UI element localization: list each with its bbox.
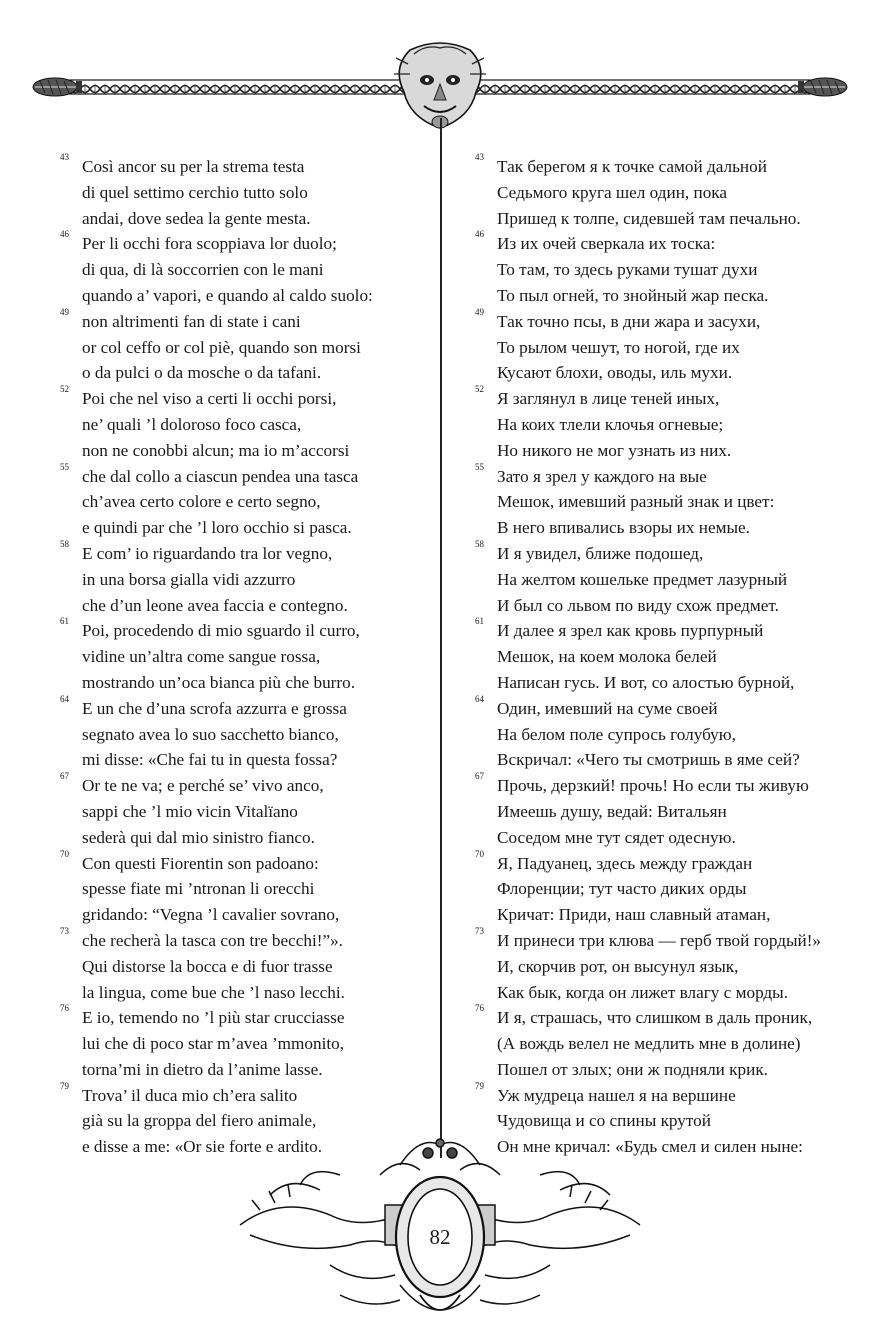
russian-tercet	[475, 154, 855, 231]
italian-verse-number: 73	[60, 925, 69, 936]
russian-verse-line	[475, 306, 855, 335]
italian-verse-line	[60, 848, 430, 877]
italian-verse-line	[60, 257, 430, 283]
italian-tercet	[60, 386, 430, 463]
russian-verse-line	[475, 412, 855, 438]
russian-verse-line	[475, 360, 855, 386]
italian-verse-text: che d’un leone avea faccia e contegno.	[82, 595, 348, 615]
russian-tercet	[475, 693, 855, 773]
italian-verse-text: E io, temendo no ’l più star crucciasse	[82, 1008, 345, 1028]
russian-verse-text: Написан гусь. И вот, со алостью бурной,	[497, 672, 795, 692]
russian-verse-text: На белом поле супрось голубую,	[497, 724, 736, 744]
italian-verse-line	[60, 980, 430, 1006]
italian-tercet	[60, 848, 430, 928]
italian-verse-text: mostrando un’oca bianca più che burro.	[82, 672, 355, 692]
russian-verse-text: Кусают блохи, оводы, иль мухи.	[497, 363, 733, 383]
italian-tercet	[60, 538, 430, 618]
italian-verse-line	[60, 693, 430, 722]
italian-verse-text: vidine un’altra come sangue rossa,	[82, 647, 321, 667]
italian-verse-text: torna’mi in dietro da l’anime lasse.	[82, 1059, 323, 1079]
russian-verse-line	[475, 902, 855, 928]
italian-tercet	[60, 154, 430, 231]
italian-verse-text: che recherà la tasca con tre becchi!”».	[82, 930, 343, 950]
italian-verse-number: 58	[60, 538, 69, 549]
russian-tercet	[475, 386, 855, 463]
italian-verse-text: or col ceffo or col piè, quando son morsi	[82, 337, 361, 357]
italian-verse-text: segnato avea lo suo sacchetto bianco,	[82, 724, 339, 744]
italian-verse-line	[60, 154, 430, 180]
russian-verse-text: Он мне кричал: «Будь смел и силен ныне:	[497, 1137, 803, 1157]
russian-verse-line	[475, 283, 855, 309]
italian-verse-text: non ne conobbi alcun; ma io m’accorsi	[82, 440, 350, 460]
russian-verse-text: Чудовища и со спины крутой	[497, 1111, 711, 1131]
russian-verse-line	[475, 538, 855, 567]
italian-verse-text: E com’ io riguardando tra lor vegno,	[82, 543, 333, 563]
italian-verse-number: 52	[60, 384, 69, 395]
russian-verse-number: 70	[475, 848, 484, 859]
russian-verse-number: 76	[475, 1003, 484, 1014]
russian-verse-line	[475, 257, 855, 283]
italian-verse-line	[60, 722, 430, 748]
italian-verse-text: Per li occhi fora scoppiava lor duolo;	[82, 234, 337, 254]
russian-verse-line	[475, 925, 855, 954]
italian-tercet	[60, 693, 430, 773]
russian-tercet	[475, 618, 855, 695]
italian-verse-line	[60, 231, 430, 257]
russian-verse-text: Из их очей сверкала их тоска:	[497, 234, 716, 254]
russian-tercet	[475, 848, 855, 928]
italian-verse-text: andai, dove sedea la gente mesta.	[82, 208, 311, 228]
russian-verse-text: Так точно псы, в дни жара и засухи,	[497, 311, 761, 331]
italian-verse-number: 61	[60, 616, 69, 627]
italian-verse-line	[60, 306, 430, 335]
russian-verse-line	[475, 489, 855, 515]
italian-verse-line	[60, 1108, 430, 1134]
italian-verse-line	[60, 515, 430, 541]
russian-verse-text: Пошел от злых; они ж подняли крик.	[497, 1059, 768, 1079]
russian-verse-text: Зато я зрел у каждого на вые	[497, 466, 707, 486]
italian-text-column	[60, 154, 430, 1160]
italian-verse-text: di quel settimo cerchio tutto solo	[82, 182, 308, 202]
russian-verse-line	[475, 206, 855, 232]
russian-verse-text: Я, Падуанец, здесь между граждан	[497, 853, 753, 873]
russian-verse-line	[475, 1031, 855, 1057]
russian-tercet	[475, 1005, 855, 1082]
russian-tercet	[475, 538, 855, 618]
italian-verse-line	[60, 1005, 430, 1031]
italian-verse-number: 76	[60, 1003, 69, 1014]
italian-verse-line	[60, 670, 430, 696]
italian-verse-text: Poi, procedendo di mio sguardo il curro,	[82, 621, 360, 641]
russian-verse-text: Мешок, на коем молока белей	[497, 647, 717, 667]
russian-verse-text: То пыл огней, то знойный жар песка.	[497, 285, 769, 305]
italian-verse-line	[60, 538, 430, 567]
russian-verse-text: Уж мудреца нашел я на вершине	[497, 1085, 736, 1105]
italian-tercet	[60, 231, 430, 308]
russian-verse-number: 43	[475, 152, 484, 162]
italian-tercet	[60, 306, 430, 386]
russian-tercet	[475, 773, 855, 850]
russian-verse-text: Кричат: Приди, наш славный атаман,	[497, 905, 771, 925]
italian-verse-line	[60, 360, 430, 386]
russian-verse-line	[475, 1057, 855, 1083]
italian-verse-text: gridando: “Vegna ’l cavalier sovrano,	[82, 905, 340, 925]
italian-verse-text: Or te ne va; e perché se’ vivo anco,	[82, 776, 324, 796]
italian-verse-line	[60, 283, 430, 309]
italian-verse-line	[60, 618, 430, 644]
russian-verse-number: 67	[475, 771, 484, 782]
italian-verse-text: ne’ quali ’l doloroso foco casca,	[82, 414, 302, 434]
russian-verse-number: 49	[475, 306, 484, 317]
russian-verse-line	[475, 180, 855, 206]
italian-verse-text: non altrimenti fan di state i cani	[82, 311, 301, 331]
italian-tercet	[60, 1005, 430, 1082]
russian-verse-text: На желтом кошельке предмет лазурный	[497, 569, 788, 589]
russian-verse-text: Я заглянул в лице теней иных,	[497, 389, 720, 409]
russian-verse-text: Мешок, имевший разный знак и цвет:	[497, 492, 775, 512]
column-divider	[440, 118, 442, 1158]
russian-verse-text: Так берегом я к точке самой дальной	[497, 157, 767, 176]
italian-verse-line	[60, 335, 430, 361]
russian-verse-line	[475, 670, 855, 696]
russian-verse-number: 46	[475, 229, 484, 240]
italian-tercet	[60, 925, 430, 1005]
russian-verse-line	[475, 722, 855, 748]
italian-verse-text: E un che d’una scrofa azzurra e grossa	[82, 698, 347, 718]
russian-verse-text: То там, то здесь руками тушат духи	[497, 260, 758, 280]
italian-verse-line	[60, 799, 430, 825]
russian-verse-text: И, скорчив рот, он высунул язык,	[497, 956, 739, 976]
russian-verse-text: Соседом мне тут сядет одесную.	[497, 827, 736, 847]
russian-tercet	[475, 461, 855, 541]
russian-verse-line	[475, 1080, 855, 1109]
russian-verse-text: Седьмого круга шел один, пока	[497, 182, 728, 202]
italian-verse-line	[60, 206, 430, 232]
italian-verse-text: Poi che nel viso a certi li occhi porsi,	[82, 389, 337, 409]
russian-tercet	[475, 231, 855, 308]
russian-verse-text: То рылом чешут, то ногой, где их	[497, 337, 740, 357]
italian-verse-line	[60, 773, 430, 799]
italian-verse-text: e quindi par che ’l loro occhio si pasca.	[82, 518, 352, 538]
italian-verse-text: Così ancor su per la strema testa	[82, 157, 305, 176]
italian-verse-text: in una borsa gialla vidi azzurro	[82, 569, 296, 589]
russian-tercet	[475, 306, 855, 386]
italian-verse-line	[60, 1031, 430, 1057]
italian-verse-line	[60, 902, 430, 928]
italian-verse-text: la lingua, come bue che ’l naso lecchi.	[82, 982, 345, 1002]
italian-verse-number: 64	[60, 693, 69, 704]
russian-verse-text: Но никого не мог узнать из них.	[497, 440, 732, 460]
italian-verse-line	[60, 954, 430, 980]
italian-verse-text: ch’avea certo colore e certo segno,	[82, 492, 321, 512]
russian-verse-text: Пришед к толпе, сидевшей там печально.	[497, 208, 801, 228]
italian-verse-number: 46	[60, 229, 69, 240]
italian-verse-line	[60, 593, 430, 619]
italian-verse-text: di qua, di là soccorrien con le mani	[82, 260, 324, 280]
russian-verse-line	[475, 593, 855, 619]
italian-verse-text: sappi che ’l mio vicin Vitalïano	[82, 801, 298, 821]
russian-verse-text: Флоренции; тут часто диких орды	[497, 879, 747, 899]
italian-verse-line	[60, 747, 430, 773]
russian-verse-line	[475, 154, 855, 180]
italian-verse-text: lui che di poco star m’avea ’mmonito,	[82, 1034, 345, 1054]
russian-text-column	[475, 154, 855, 1160]
russian-verse-line	[475, 1005, 855, 1031]
russian-verse-number: 61	[475, 616, 484, 627]
italian-verse-number: 55	[60, 461, 69, 472]
italian-verse-number: 49	[60, 306, 69, 317]
italian-verse-line	[60, 1057, 430, 1083]
italian-verse-text: Trova’ il duca mio ch’era salito	[82, 1085, 298, 1105]
russian-verse-line	[475, 848, 855, 877]
russian-verse-line	[475, 825, 855, 851]
page-number: 82	[429, 1225, 451, 1249]
lion-mask-icon	[394, 43, 486, 128]
russian-verse-text: И я, страшась, что слишком в даль проник,	[497, 1008, 813, 1028]
russian-verse-line	[475, 773, 855, 799]
italian-verse-line	[60, 925, 430, 954]
russian-verse-line	[475, 515, 855, 541]
italian-tercet	[60, 773, 430, 850]
russian-verse-text: Прочь, дерзкий! прочь! Но если ты живую	[497, 776, 809, 796]
russian-verse-text: Как бык, когда он лижет влагу с морды.	[497, 982, 789, 1002]
italian-verse-line	[60, 489, 430, 515]
russian-verse-text: И я увидел, ближе подошед,	[497, 543, 704, 563]
italian-verse-line	[60, 825, 430, 851]
russian-verse-line	[475, 461, 855, 490]
russian-verse-line	[475, 231, 855, 257]
russian-verse-line	[475, 1108, 855, 1134]
russian-verse-text: Вскричал: «Чего ты смотришь в яме сей?	[497, 750, 800, 770]
russian-verse-line	[475, 618, 855, 644]
italian-verse-line	[60, 1080, 430, 1109]
italian-verse-number: 43	[60, 152, 69, 162]
italian-verse-line	[60, 461, 430, 490]
russian-verse-text: В него впивались взоры их немые.	[497, 518, 750, 538]
italian-verse-text: o da pulci o da mosche o da tafani.	[82, 363, 322, 383]
italian-verse-line	[60, 644, 430, 670]
russian-verse-line	[475, 747, 855, 773]
italian-verse-text: quando a’ vapori, e quando al caldo suolo:	[82, 285, 373, 305]
russian-verse-number: 73	[475, 925, 484, 936]
russian-verse-line	[475, 335, 855, 361]
russian-verse-line	[475, 567, 855, 593]
russian-verse-number: 79	[475, 1080, 484, 1091]
russian-verse-line	[475, 799, 855, 825]
italian-tercet	[60, 461, 430, 541]
italian-verse-line	[60, 412, 430, 438]
russian-verse-text: И далее я зрел как кровь пурпурный	[497, 621, 764, 641]
italian-verse-line	[60, 567, 430, 593]
italian-verse-line	[60, 180, 430, 206]
italian-verse-text: sederà qui dal mio sinistro fianco.	[82, 827, 315, 847]
italian-verse-text: già su la groppa del fiero animale,	[82, 1111, 317, 1131]
russian-tercet	[475, 925, 855, 1005]
italian-verse-number: 67	[60, 771, 69, 782]
italian-verse-line	[60, 876, 430, 902]
italian-verse-number: 79	[60, 1080, 69, 1091]
russian-verse-text: (А вождь велел не медлить мне в долине)	[497, 1034, 801, 1054]
russian-verse-line	[475, 438, 855, 464]
italian-verse-text: mi disse: «Che fai tu in questa fossa?	[82, 750, 338, 770]
russian-verse-line	[475, 693, 855, 722]
italian-verse-line	[60, 438, 430, 464]
italian-verse-text: spesse fiate mi ’ntronan li orecchi	[82, 879, 315, 899]
russian-verse-number: 55	[475, 461, 484, 472]
italian-verse-text: e disse a me: «Or sie forte e ardito.	[82, 1137, 323, 1157]
russian-verse-text: На коих тлели клочья огневые;	[497, 414, 724, 434]
russian-verse-line	[475, 980, 855, 1006]
italian-verse-text: Con questi Fiorentin son padoano:	[82, 853, 319, 873]
italian-verse-line	[60, 386, 430, 412]
italian-verse-text: che dal collo a ciascun pendea una tasca	[82, 466, 359, 486]
russian-verse-number: 52	[475, 384, 484, 395]
italian-verse-text: Qui distorse la bocca e di fuor trasse	[82, 956, 333, 976]
russian-verse-line	[475, 386, 855, 412]
russian-verse-text: И был со львом по виду схож предмет.	[497, 595, 779, 615]
russian-verse-text: Один, имевший на суме своей	[497, 698, 718, 718]
russian-verse-number: 64	[475, 693, 484, 704]
russian-verse-text: И принеси три клюва — герб твой гордый!»	[497, 930, 822, 950]
russian-verse-line	[475, 954, 855, 980]
russian-verse-number: 58	[475, 538, 484, 549]
russian-verse-line	[475, 876, 855, 902]
italian-verse-number: 70	[60, 848, 69, 859]
italian-tercet	[60, 618, 430, 695]
russian-verse-line	[475, 644, 855, 670]
russian-verse-text: Имеешь душу, ведай: Витальян	[497, 801, 727, 821]
